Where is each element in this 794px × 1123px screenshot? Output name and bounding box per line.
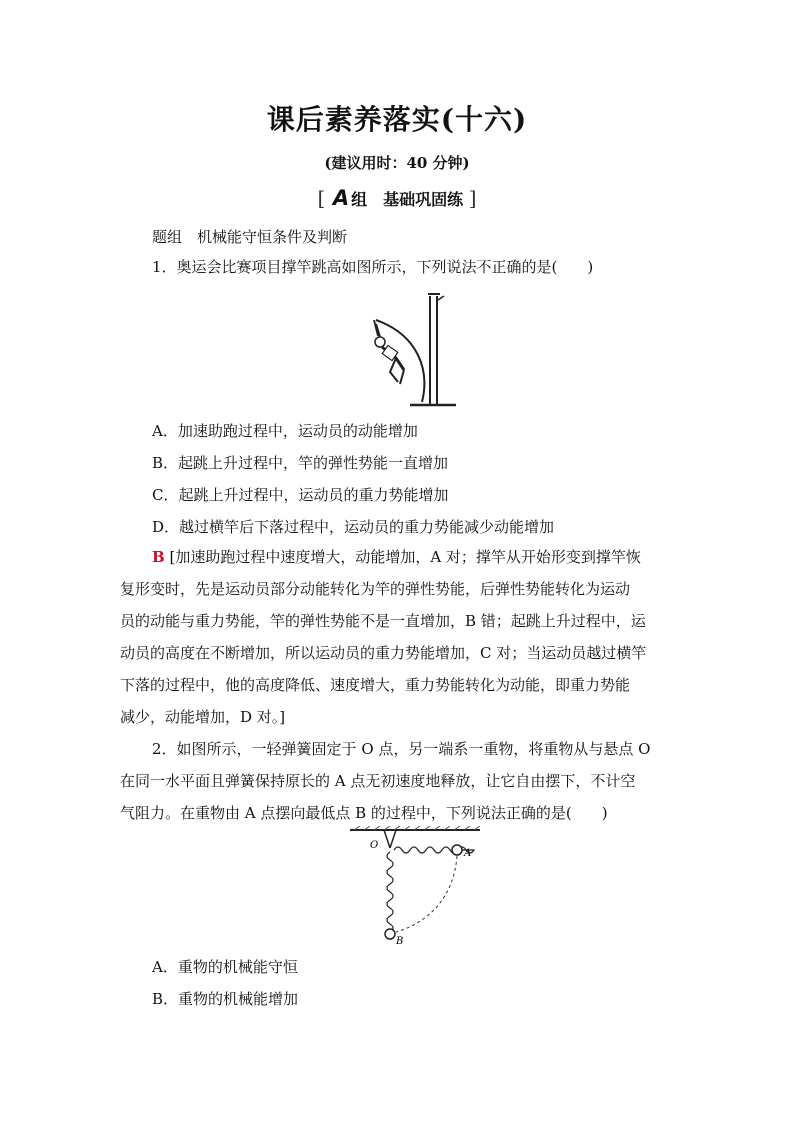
q2-stem-line-1: 2．如图所示，一轻弹簧固定于 O 点，另一端系一重物，将重物从与悬点 O [152, 740, 651, 758]
group-open-bracket: [ [317, 186, 326, 210]
q1-option-a: A．加速助跑过程中，运动员的动能增加 [152, 422, 418, 440]
group-label: 组 基础巩固练 [351, 190, 464, 209]
q1-option-c: C．起跳上升过程中，运动员的重力势能增加 [152, 486, 449, 504]
group-letter: A [332, 186, 350, 210]
q1-option-b: B．起跳上升过程中，竿的弹性势能一直增加 [152, 454, 449, 472]
label-b: B [396, 936, 404, 946]
group-heading [0, 186, 794, 210]
q1-explanation-text-1: [加速助跑过程中速度增大，动能增加，A 对；撑竿从开始形变到撑竿恢 [169, 548, 641, 566]
q1-explanation-line-1 [152, 546, 641, 567]
q2-stem-line-2: 在同一水平面且弹簧保持原长的 A 点无初速度地释放，让它自由摆下，不计空 [120, 772, 636, 790]
q1-explanation-line-3: 员的动能与重力势能，竿的弹性势能不是一直增加，B 错；起跳上升过程中，运 [120, 612, 646, 630]
q2-option-b: B．重物的机械能增加 [152, 990, 299, 1008]
q1-option-d: D．越过横竿后下落过程中，运动员的重力势能减少动能增加 [152, 518, 555, 536]
q1-answer: B [152, 548, 165, 566]
q1-explanation-line-5: 下落的过程中，他的高度降低、速度增大，重力势能转化为动能，即重力势能 [120, 676, 631, 694]
q2-stem-line-3: 气阻力。在重物由 A 点摆向最低点 B 的过程中，下列说法正确的是( ) [120, 804, 608, 822]
section-label: 题组 机械能守恒条件及判断 [152, 228, 348, 246]
pole-vault-figure [352, 290, 462, 408]
q2-option-a: A．重物的机械能守恒 [152, 958, 298, 976]
group-close-bracket: ] [468, 186, 477, 210]
label-a: A [464, 848, 472, 859]
q1-explanation-line-6: 减少，动能增加，D 对。] [120, 708, 286, 726]
page-title: 课后素养落实(十六) [266, 103, 528, 136]
label-o: O [370, 840, 379, 851]
spring-pendulum-figure [350, 826, 484, 946]
q1-stem: 1．奥运会比赛项目撑竿跳高如图所示，下列说法不正确的是( ) [152, 258, 594, 276]
suggested-time: (建议用时：40 分钟) [324, 154, 470, 172]
q1-explanation-line-2: 复形变时，先是运动员部分动能转化为竿的弹性势能，后弹性势能转化为运动 [120, 580, 631, 598]
q1-explanation-line-4: 动员的高度在不断增加，所以运动员的重力势能增加，C 对；当运动员越过横竿 [120, 644, 647, 662]
